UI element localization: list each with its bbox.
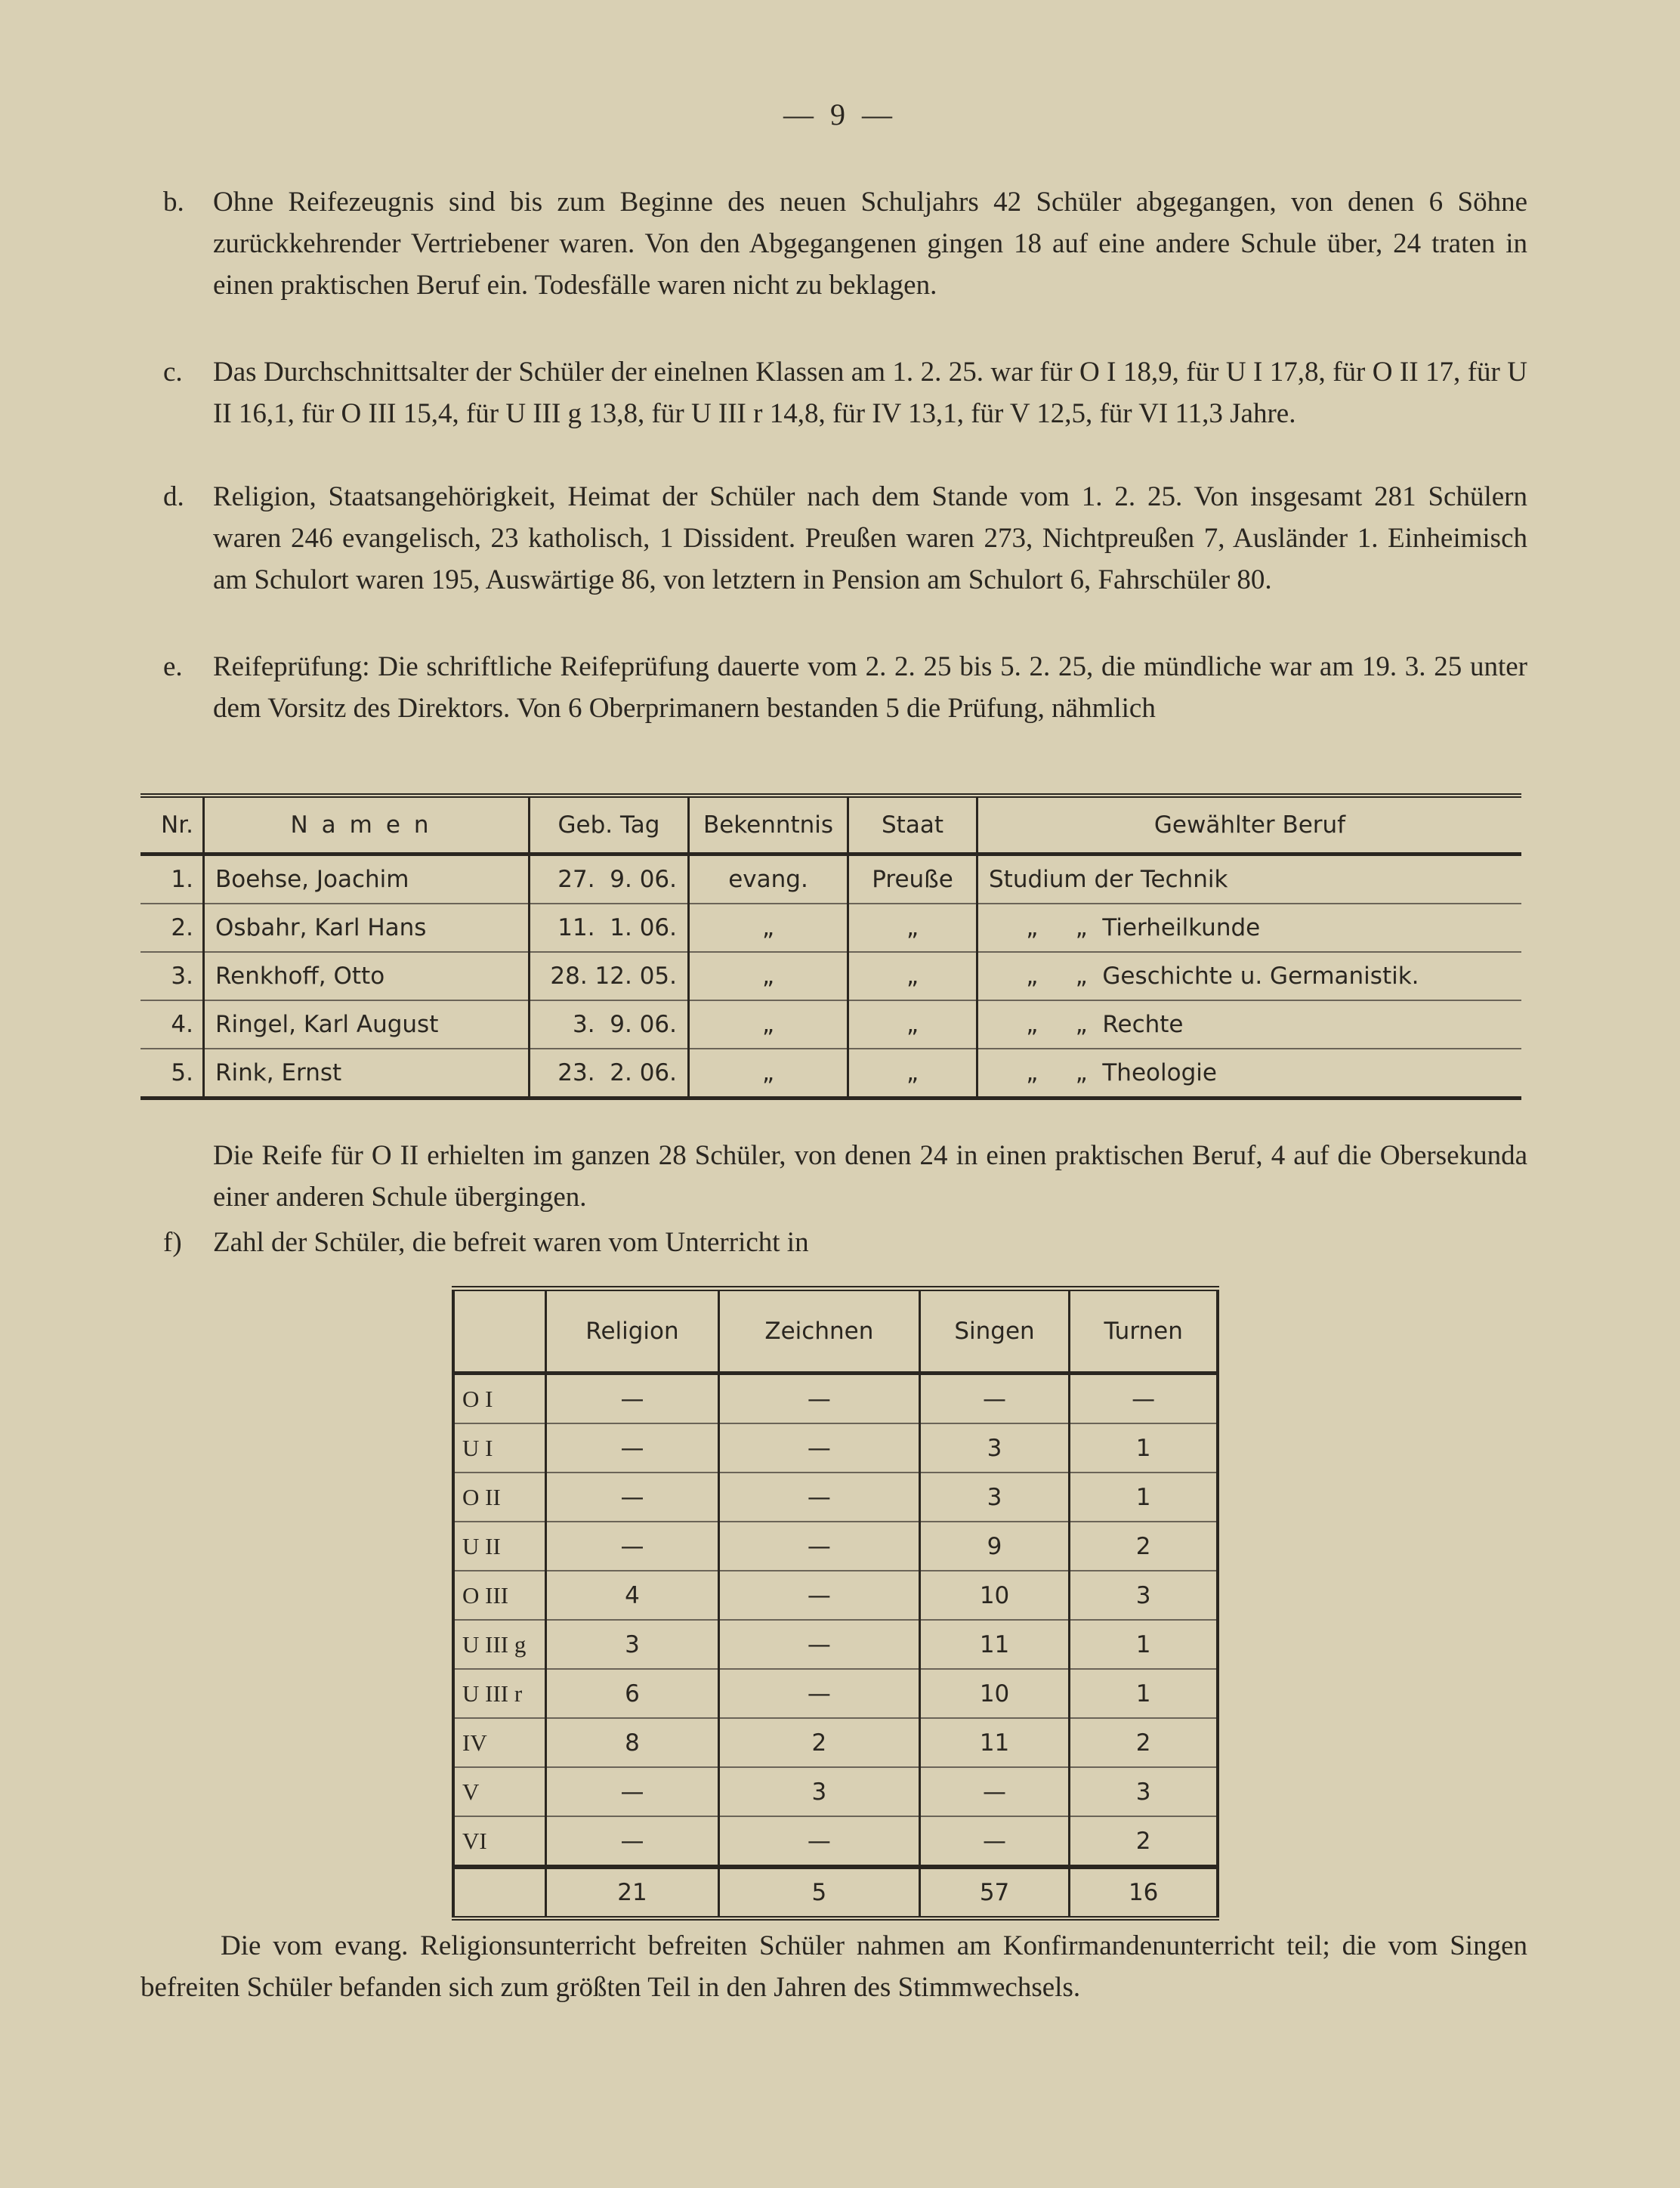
table-header-row [141, 796, 1521, 854]
cell-beruf: „ „ Tierheilkunde [977, 904, 1522, 952]
table-row [141, 1000, 1521, 1049]
cell-beruf: „ „ Rechte [977, 1000, 1522, 1049]
cell-religion: — [546, 1473, 719, 1522]
column-header-singen: Singen [919, 1289, 1070, 1374]
abiturienten-table [141, 793, 1521, 1100]
cell-zeichnen: — [718, 1620, 919, 1669]
cell-name: Ringel, Karl August [204, 1000, 530, 1049]
cell-singen: 9 [919, 1522, 1070, 1571]
cell-singen: 11 [919, 1620, 1070, 1669]
column-header-geb-tag: Geb. Tag [530, 796, 689, 854]
cell-religion: 6 [546, 1669, 719, 1718]
paragraph-text: Religion, Staatsangehörigkeit, Heimat der Schüler nach dem Stande vom 1. 2. 25. Von insgesamt 281 Schülern waren 246 evangelisch, 23 katholisch, 1 Dissident. Preußen waren 273, Nichtpreußen 7, Ausländer 1. Einheimisch am Schulort waren 195, Auswärtige 86, von letztern in Pension am Schulort 6, Fahrschüler 80. [213, 481, 1527, 595]
paragraph-marker: c. [163, 357, 183, 388]
befreiung-table [452, 1286, 1219, 1921]
cell-name: Renkhoff, Otto [204, 952, 530, 1000]
cell-zeichnen: 2 [718, 1718, 919, 1767]
column-header-beruf: Gewählter Beruf [977, 796, 1522, 854]
cell-klasse: O III [453, 1571, 546, 1620]
cell-staat: „ [848, 952, 977, 1000]
cell-bekenntnis: „ [689, 952, 848, 1000]
total-singen: 57 [919, 1867, 1070, 1918]
table-row [141, 1049, 1521, 1099]
cell-singen: 11 [919, 1718, 1070, 1767]
total-klasse [453, 1867, 546, 1918]
cell-name: Osbahr, Karl Hans [204, 904, 530, 952]
table-row [141, 904, 1521, 952]
cell-bekenntnis: evang. [689, 854, 848, 904]
cell-klasse: O II [453, 1473, 546, 1522]
table-row [453, 1423, 1218, 1473]
cell-geb: 28. 12. 05. [530, 952, 689, 1000]
column-header-turnen: Turnen [1070, 1289, 1218, 1374]
page-number: — 9 — [783, 97, 897, 131]
table-header-row [453, 1289, 1218, 1374]
paragraph-marker: d. [163, 481, 184, 512]
table-row [453, 1620, 1218, 1669]
cell-staat: „ [848, 904, 977, 952]
cell-geb: 23. 2. 06. [530, 1049, 689, 1099]
cell-nr: 2. [141, 904, 204, 952]
cell-singen: — [919, 1816, 1070, 1867]
cell-zeichnen: — [718, 1816, 919, 1867]
cell-turnen: 2 [1070, 1522, 1218, 1571]
cell-name: Rink, Ernst [204, 1049, 530, 1099]
cell-singen: — [919, 1374, 1070, 1424]
cell-beruf: „ „ Theologie [977, 1049, 1522, 1099]
column-header-bekenntnis: Bekenntnis [689, 796, 848, 854]
column-header-klasse [453, 1289, 546, 1374]
cell-religion: — [546, 1767, 719, 1816]
cell-turnen: — [1070, 1374, 1218, 1424]
paragraph-text: Reifeprüfung: Die schriftliche Reifeprüfung dauerte vom 2. 2. 25 bis 5. 2. 25, die mündliche war am 19. 3. 25 unter dem Vorsitz des Direktors. Von 6 Oberprimanern bestanden 5 die Prüfung, nähmlich [213, 651, 1527, 724]
cell-religion: — [546, 1374, 719, 1424]
paragraph-e [163, 646, 1527, 729]
cell-name: Boehse, Joachim [204, 854, 530, 904]
paragraph-d [163, 476, 1527, 601]
cell-religion: 4 [546, 1571, 719, 1620]
cell-bekenntnis: „ [689, 1000, 848, 1049]
cell-religion: — [546, 1423, 719, 1473]
cell-nr: 1. [141, 854, 204, 904]
cell-bekenntnis: „ [689, 904, 848, 952]
paragraph-marker: f) [163, 1227, 182, 1258]
table-row [141, 952, 1521, 1000]
cell-staat: „ [848, 1000, 977, 1049]
cell-beruf: Studium der Technik [977, 854, 1522, 904]
cell-klasse: IV [453, 1718, 546, 1767]
cell-religion: — [546, 1816, 719, 1867]
cell-staat: Preuße [848, 854, 977, 904]
cell-staat: „ [848, 1049, 977, 1099]
paragraph-f [163, 1222, 1527, 1263]
cell-zeichnen: — [718, 1522, 919, 1571]
cell-zeichnen: — [718, 1571, 919, 1620]
cell-zeichnen: — [718, 1669, 919, 1718]
cell-klasse: U I [453, 1423, 546, 1473]
paragraph-marker: e. [163, 651, 183, 682]
column-header-religion: Religion [546, 1289, 719, 1374]
column-header-zeichnen: Zeichnen [718, 1289, 919, 1374]
table-row [453, 1571, 1218, 1620]
cell-zeichnen: — [718, 1473, 919, 1522]
paragraph-b [163, 181, 1527, 306]
table-row [453, 1374, 1218, 1424]
cell-klasse: U III g [453, 1620, 546, 1669]
cell-singen: 10 [919, 1571, 1070, 1620]
paragraph-text: Zahl der Schüler, die befreit waren vom Unterricht in [213, 1227, 809, 1258]
paragraph-text: Die Reife für O II erhielten im ganzen 28 Schüler, von denen 24 in einen praktischen Beruf, 4 auf die Obersekunda einer anderen Schule übergingen. [213, 1140, 1527, 1213]
cell-klasse: O I [453, 1374, 546, 1424]
cell-zeichnen: — [718, 1374, 919, 1424]
cell-nr: 3. [141, 952, 204, 1000]
cell-klasse: V [453, 1767, 546, 1816]
paragraph-text: Das Durchschnittsalter der Schüler der einelnen Klassen am 1. 2. 25. war für O I 18,9, für U I 17,8, für O II 17, für U II 16,1, für O III 15,4, für U III g 13,8, für U III r 14,8, für IV 13,1, für V 12,5, für VI 11,3 Jahre. [213, 357, 1527, 429]
cell-turnen: 2 [1070, 1816, 1218, 1867]
table-row [453, 1767, 1218, 1816]
cell-singen: 3 [919, 1423, 1070, 1473]
cell-klasse: U II [453, 1522, 546, 1571]
cell-turnen: 3 [1070, 1767, 1218, 1816]
cell-bekenntnis: „ [689, 1049, 848, 1099]
table-row [141, 854, 1521, 904]
total-religion: 21 [546, 1867, 719, 1918]
paragraph-text: Ohne Reifezeugnis sind bis zum Beginne des neuen Schuljahrs 42 Schüler abgegangen, von denen 6 Söhne zurückkehrender Vertriebener waren. Von den Abgegangenen gingen 18 auf eine andere Schule über, 24 traten in einen praktischen Beruf ein. Todesfälle waren nicht zu beklagen. [213, 187, 1527, 301]
cell-turnen: 1 [1070, 1669, 1218, 1718]
cell-geb: 27. 9. 06. [530, 854, 689, 904]
cell-zeichnen: 3 [718, 1767, 919, 1816]
totals-row [453, 1867, 1218, 1918]
table-row [453, 1522, 1218, 1571]
cell-religion: — [546, 1522, 719, 1571]
cell-geb: 3. 9. 06. [530, 1000, 689, 1049]
cell-turnen: 1 [1070, 1423, 1218, 1473]
column-header-namen: Namen [204, 796, 530, 854]
table-row [453, 1816, 1218, 1867]
cell-turnen: 1 [1070, 1473, 1218, 1522]
cell-singen: — [919, 1767, 1070, 1816]
cell-religion: 3 [546, 1620, 719, 1669]
table-row [453, 1473, 1218, 1522]
table-row [453, 1669, 1218, 1718]
cell-nr: 4. [141, 1000, 204, 1049]
column-header-nr: Nr. [141, 796, 204, 854]
total-turnen: 16 [1070, 1867, 1218, 1918]
column-header-staat: Staat [848, 796, 977, 854]
cell-nr: 5. [141, 1049, 204, 1099]
paragraph-marker: b. [163, 187, 184, 218]
paragraph-c [163, 351, 1527, 434]
paragraph-reife-oii [213, 1135, 1527, 1218]
cell-zeichnen: — [718, 1423, 919, 1473]
cell-klasse: U III r [453, 1669, 546, 1718]
cell-klasse: VI [453, 1816, 546, 1867]
table-row [453, 1718, 1218, 1767]
cell-singen: 3 [919, 1473, 1070, 1522]
total-zeichnen: 5 [718, 1867, 919, 1918]
paragraph-final [141, 1925, 1527, 2008]
cell-geb: 11. 1. 06. [530, 904, 689, 952]
cell-beruf: „ „ Geschichte u. Germanistik. [977, 952, 1522, 1000]
cell-turnen: 3 [1070, 1571, 1218, 1620]
cell-turnen: 1 [1070, 1620, 1218, 1669]
cell-singen: 10 [919, 1669, 1070, 1718]
cell-turnen: 2 [1070, 1718, 1218, 1767]
cell-religion: 8 [546, 1718, 719, 1767]
paragraph-text: Die vom evang. Religionsunterricht befreiten Schüler nahmen am Konfirmandenunterricht teil; die vom Singen befreiten Schüler befanden sich zum größten Teil in den Jahren des Stimmwechsels. [141, 1930, 1527, 2003]
